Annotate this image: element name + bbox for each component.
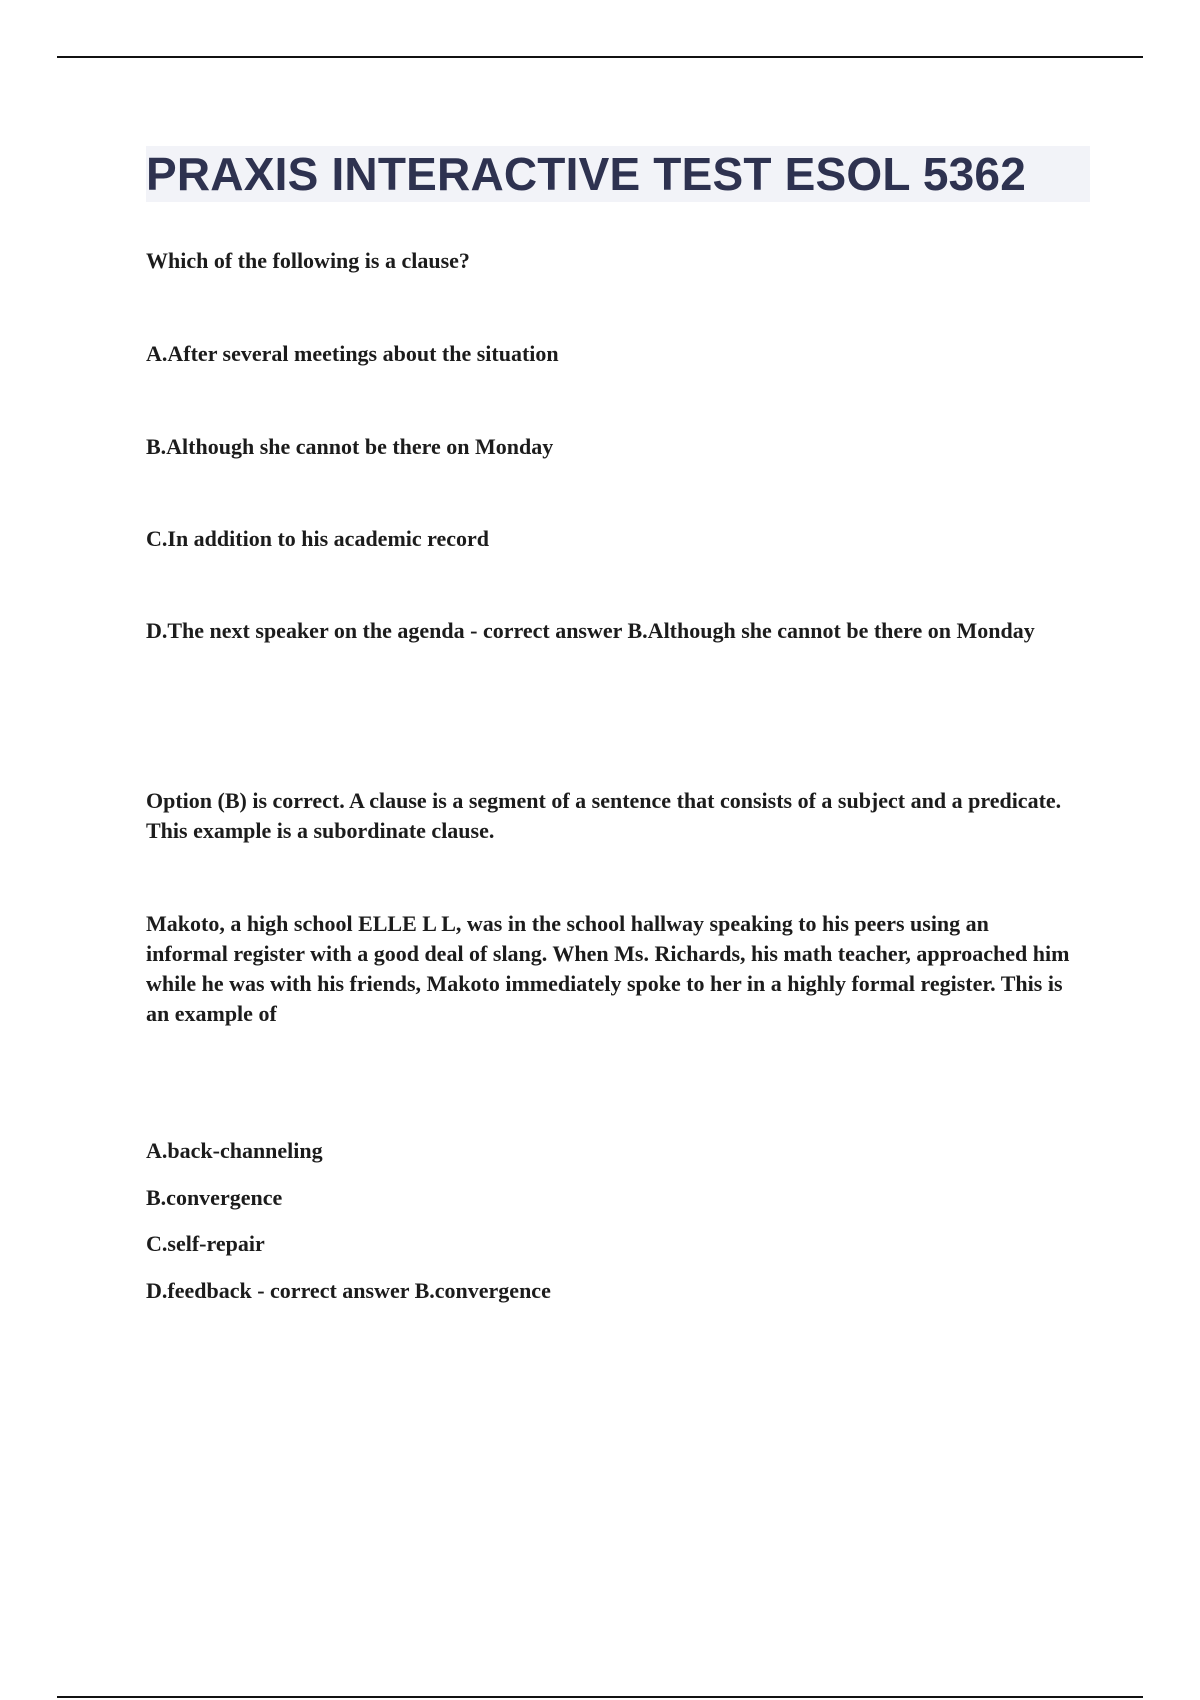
document-title: PRAXIS INTERACTIVE TEST ESOL 5362 (146, 148, 1026, 200)
q1-option-a: A.After several meetings about the situation (146, 341, 559, 366)
bottom-rule (57, 1696, 1143, 1698)
q1-option-c: C.In addition to his academic record (146, 526, 490, 551)
top-rule (57, 56, 1143, 58)
q2-option-d-answer: D.feedback - correct answer B.convergence (146, 1278, 551, 1303)
q1-explanation: Option (B) is correct. A clause is a segment of a sentence that consists of a subject and a predicate. This example is a subordinate clause. (146, 788, 1062, 843)
q1-question: Which of the following is a clause? (146, 248, 470, 273)
q2-option-c: C.self-repair (146, 1231, 265, 1256)
q2-question: Makoto, a high school ELLE L L, was in the school hallway speaking to his peers using an informal register with a good deal of slang. When Ms. Richards, his math teacher, approached him while he was with his friends, Makoto immediately spoke to her in a highly formal register. This is an example of (146, 911, 1070, 1026)
q1-option-d-answer: D.The next speaker on the agenda - correct answer B.Although she cannot be there on Monday (146, 618, 1035, 643)
q1-option-b: B.Although she cannot be there on Monday (146, 434, 554, 459)
q2-option-b: B.convergence (146, 1185, 283, 1210)
q2-option-a: A.back-channeling (146, 1138, 323, 1163)
